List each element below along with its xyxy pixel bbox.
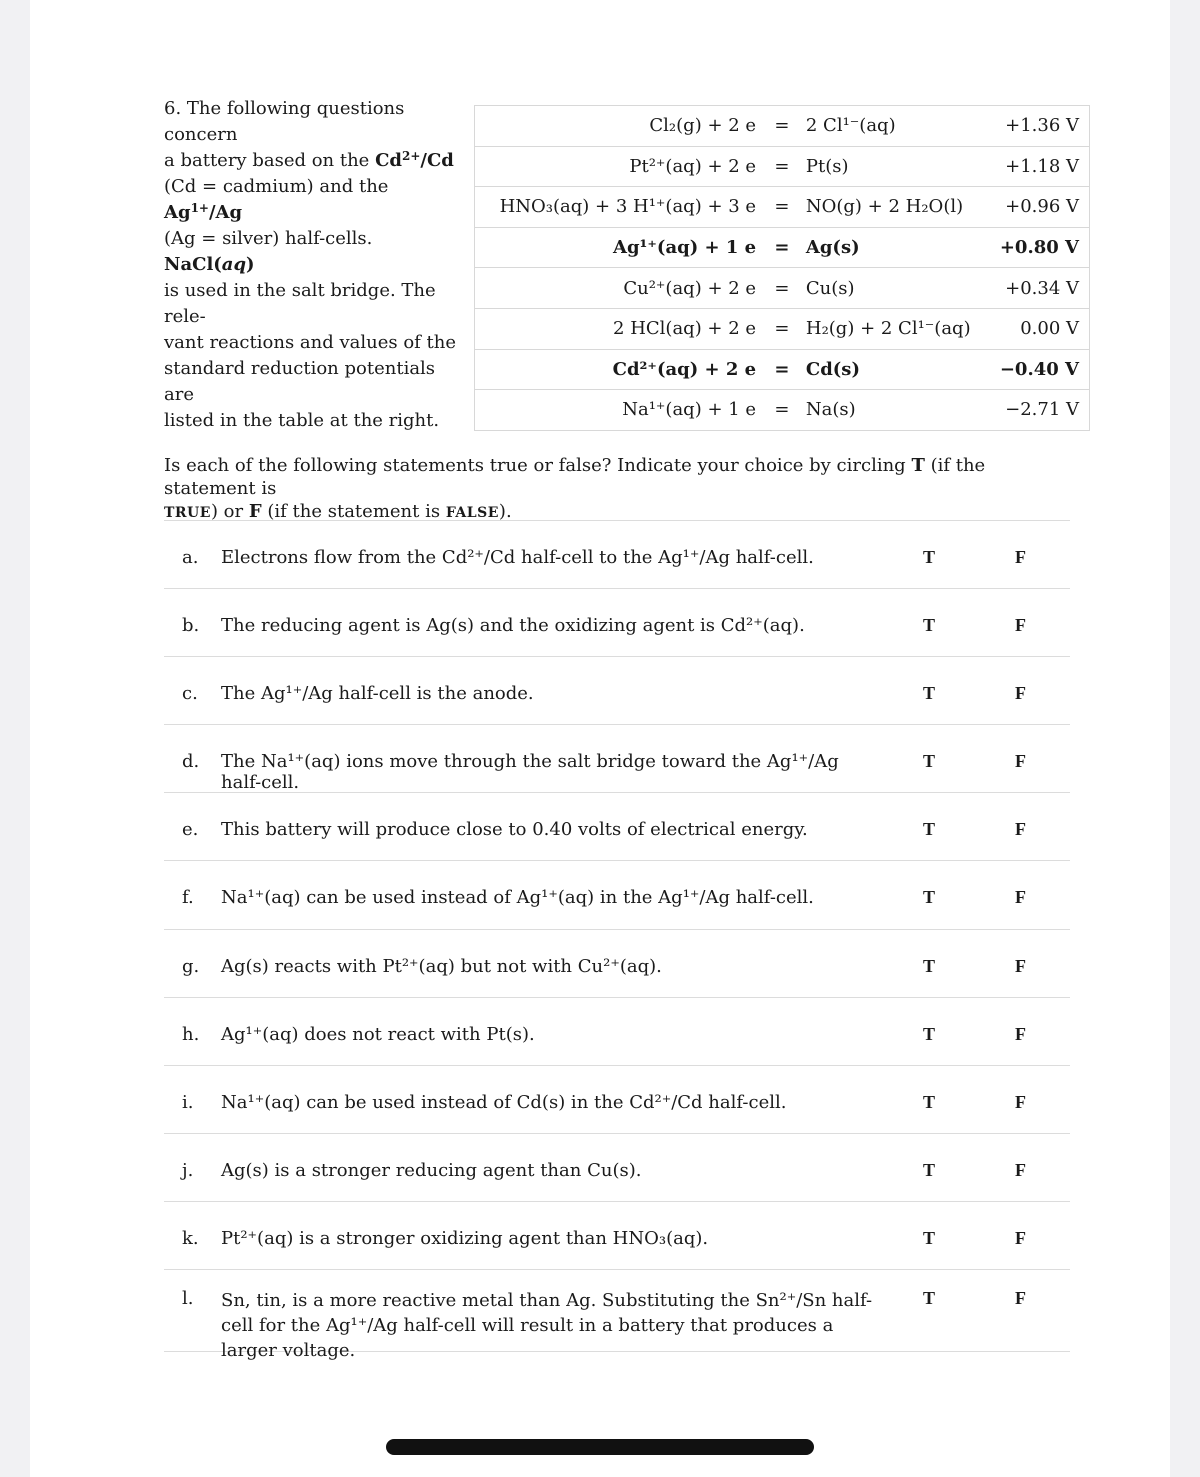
intro-line-6: vant reactions and values of the	[164, 332, 457, 353]
intro-line-7: standard reduction potentials are	[164, 358, 436, 405]
statement-row	[164, 1270, 1070, 1362]
half-reaction-reactants: 2 HCl(aq) + 2 e	[475, 308, 765, 349]
intro-line-2	[164, 148, 464, 174]
intro-ag-tail: /Ag	[208, 202, 243, 223]
true-choice[interactable]: T	[923, 615, 936, 636]
false-choice[interactable]: F	[1015, 887, 1026, 908]
half-reaction-reactants: Na¹⁺(aq) + 1 e	[475, 390, 765, 431]
statement-letter: c.	[182, 683, 198, 705]
equals-sign: =	[764, 146, 800, 187]
statement-letter: h.	[182, 1023, 200, 1045]
half-reaction-products: 2 Cl¹⁻(aq)	[800, 106, 990, 147]
reduction-potential-value: +1.36 V	[990, 106, 1090, 147]
statement-row	[164, 657, 1070, 725]
reduction-potentials-table	[474, 105, 1090, 431]
intro-text: (Ag = silver) half-cells.	[164, 228, 373, 249]
prompt-true: TRUE	[164, 505, 211, 521]
intro-text: (Cd = cadmium) and the	[164, 176, 389, 197]
true-choice[interactable]: T	[923, 1288, 936, 1309]
half-reaction-products: Na(s)	[800, 390, 990, 431]
statement-text: Sn, tin, is a more reactive metal than Ag. Substituting the Sn²⁺/Sn half-cell for the Ag¹⁺/Ag half-cell will result in a battery that produces a larger voltage.	[221, 1290, 873, 1362]
false-choice[interactable]: F	[1015, 1023, 1026, 1044]
true-choice[interactable]: T	[923, 751, 936, 772]
equals-sign: =	[764, 187, 800, 228]
statement-letter: j.	[182, 1159, 194, 1181]
statement-text: Na¹⁺(aq) can be used instead of Ag¹⁺(aq) in the Ag¹⁺/Ag half-cell.	[221, 887, 814, 909]
statement-row	[164, 1134, 1070, 1202]
statement-letter: i.	[182, 1091, 194, 1113]
reduction-potential-value: 0.00 V	[990, 308, 1090, 349]
statement-letter: f.	[182, 887, 194, 909]
false-choice[interactable]: F	[1015, 683, 1026, 704]
half-reaction-products: H₂(g) + 2 Cl¹⁻(aq)	[800, 308, 990, 349]
statement-letter: k.	[182, 1227, 199, 1249]
instructions	[164, 454, 1044, 525]
true-choice[interactable]: T	[923, 683, 936, 704]
statement-letter: g.	[182, 955, 200, 977]
prompt-false: FALSE	[445, 505, 499, 521]
half-reaction-products: Ag(s)	[800, 227, 990, 268]
intro-text: a battery based on the	[164, 150, 376, 171]
statement-row	[164, 793, 1070, 861]
intro-ag: Ag	[164, 202, 191, 223]
statement-row	[164, 930, 1070, 998]
statement-letter: b.	[182, 615, 200, 637]
true-choice[interactable]: T	[923, 1159, 936, 1180]
statement-text: The Na¹⁺(aq) ions move through the salt bridge toward the Ag¹⁺/Ag half-cell.	[221, 751, 839, 794]
statement-text: Ag¹⁺(aq) does not react with Pt(s).	[221, 1023, 535, 1045]
statement-row	[164, 861, 1070, 929]
false-choice[interactable]: F	[1015, 819, 1026, 840]
true-choice[interactable]: T	[923, 1227, 936, 1248]
false-choice[interactable]: F	[1015, 1288, 1026, 1309]
false-choice[interactable]: F	[1015, 615, 1026, 636]
false-choice[interactable]: F	[1015, 1159, 1026, 1180]
half-reaction-reactants: Cu²⁺(aq) + 2 e	[475, 268, 765, 309]
prompt-text: (if the statement is	[164, 455, 986, 499]
potential-row	[475, 349, 1090, 390]
half-reaction-reactants: Cl₂(g) + 2 e	[475, 106, 765, 147]
statement-letter: a.	[182, 547, 199, 568]
intro-cd-charge: 2+	[401, 149, 421, 163]
statement-text: Ag(s) reacts with Pt²⁺(aq) but not with Cu²⁺(aq).	[221, 955, 662, 977]
statement-text: This battery will produce close to 0.40 volts of electrical energy.	[221, 819, 808, 841]
true-choice[interactable]: T	[923, 819, 936, 840]
potential-row	[475, 227, 1090, 268]
equals-sign: =	[764, 268, 800, 309]
intro-line-5: is used in the salt bridge. The rele-	[164, 280, 436, 327]
intro-line-4	[164, 226, 464, 278]
true-choice[interactable]: T	[923, 887, 936, 908]
intro-nacl: NaCl(	[164, 254, 222, 275]
statement-row	[164, 589, 1070, 657]
statement-row	[164, 521, 1070, 589]
statement-text: Na¹⁺(aq) can be used instead of Cd(s) in the Cd²⁺/Cd half-cell.	[221, 1091, 787, 1113]
false-choice[interactable]: F	[1015, 751, 1026, 772]
reduction-potential-value: −0.40 V	[990, 349, 1090, 390]
true-choice[interactable]: T	[923, 547, 936, 567]
false-choice[interactable]: F	[1015, 1227, 1026, 1248]
potential-row	[475, 268, 1090, 309]
prompt-t: T	[911, 455, 925, 476]
intro-line-8: listed in the table at the right.	[164, 410, 440, 431]
half-reaction-products: Cu(s)	[800, 268, 990, 309]
statement-list	[164, 520, 1070, 1362]
statement-text: The Ag¹⁺/Ag half-cell is the anode.	[221, 683, 534, 705]
half-reaction-products: Pt(s)	[800, 146, 990, 187]
prompt-text: Is each of the following statements true or false? Indicate your choice by circling	[164, 455, 912, 476]
potential-row	[475, 106, 1090, 147]
false-choice[interactable]: F	[1015, 955, 1026, 976]
half-reaction-products: Cd(s)	[800, 349, 990, 390]
reduction-potential-value: +1.18 V	[990, 146, 1090, 187]
half-reaction-products: NO(g) + 2 H₂O(l)	[800, 187, 990, 228]
half-reaction-reactants: Cd²⁺(aq) + 2 e	[475, 349, 765, 390]
statement-text: Pt²⁺(aq) is a stronger oxidizing agent than HNO₃(aq).	[221, 1227, 709, 1249]
question-intro	[164, 96, 464, 434]
false-choice[interactable]: F	[1015, 547, 1026, 567]
statement-row	[164, 1202, 1070, 1270]
reduction-potential-value: +0.80 V	[990, 227, 1090, 268]
equals-sign: =	[764, 106, 800, 147]
potential-row	[475, 308, 1090, 349]
potential-row	[475, 146, 1090, 187]
home-indicator[interactable]	[386, 1439, 814, 1455]
intro-paren: )	[246, 254, 255, 275]
prompt-text: ) or	[210, 501, 249, 522]
reduction-potential-value: −2.71 V	[990, 390, 1090, 431]
equals-sign: =	[764, 349, 800, 390]
true-choice[interactable]: T	[923, 1023, 936, 1044]
true-choice[interactable]: T	[923, 955, 936, 976]
intro-line-3	[164, 174, 464, 226]
statement-text: The reducing agent is Ag(s) and the oxidizing agent is Cd²⁺(aq).	[221, 615, 805, 637]
equals-sign: =	[764, 227, 800, 268]
half-reaction-reactants: Pt²⁺(aq) + 2 e	[475, 146, 765, 187]
prompt-text: (if the statement is	[261, 501, 446, 522]
statement-letter: d.	[182, 751, 200, 773]
reduction-potential-value: +0.96 V	[990, 187, 1090, 228]
intro-line-1: 6. The following questions concern	[164, 98, 405, 145]
statement-letter: e.	[182, 819, 199, 841]
statement-row	[164, 1066, 1070, 1134]
potential-row	[475, 187, 1090, 228]
intro-cd-tail: /Cd	[420, 150, 454, 171]
document-page	[30, 0, 1170, 1477]
reduction-potential-value: +0.34 V	[990, 268, 1090, 309]
equals-sign: =	[764, 390, 800, 431]
true-choice[interactable]: T	[923, 1091, 936, 1112]
false-choice[interactable]: F	[1015, 1091, 1026, 1112]
statement-row	[164, 725, 1070, 793]
intro-cd: Cd	[375, 150, 402, 171]
equals-sign: =	[764, 308, 800, 349]
statement-letter: l.	[182, 1288, 194, 1310]
half-reaction-reactants: HNO₃(aq) + 3 H¹⁺(aq) + 3 e	[475, 187, 765, 228]
statement-text: Electrons flow from the Cd²⁺/Cd half-cell to the Ag¹⁺/Ag half-cell.	[221, 547, 814, 568]
half-reaction-reactants: Ag¹⁺(aq) + 1 e	[475, 227, 765, 268]
prompt-text: ).	[498, 501, 512, 522]
statement-text: Ag(s) is a stronger reducing agent than Cu(s).	[221, 1159, 642, 1181]
prompt-f: F	[248, 501, 262, 522]
potential-row	[475, 390, 1090, 431]
statement-row	[164, 998, 1070, 1066]
intro-ag-charge: 1+	[190, 201, 209, 215]
intro-aq: aq	[221, 254, 247, 275]
